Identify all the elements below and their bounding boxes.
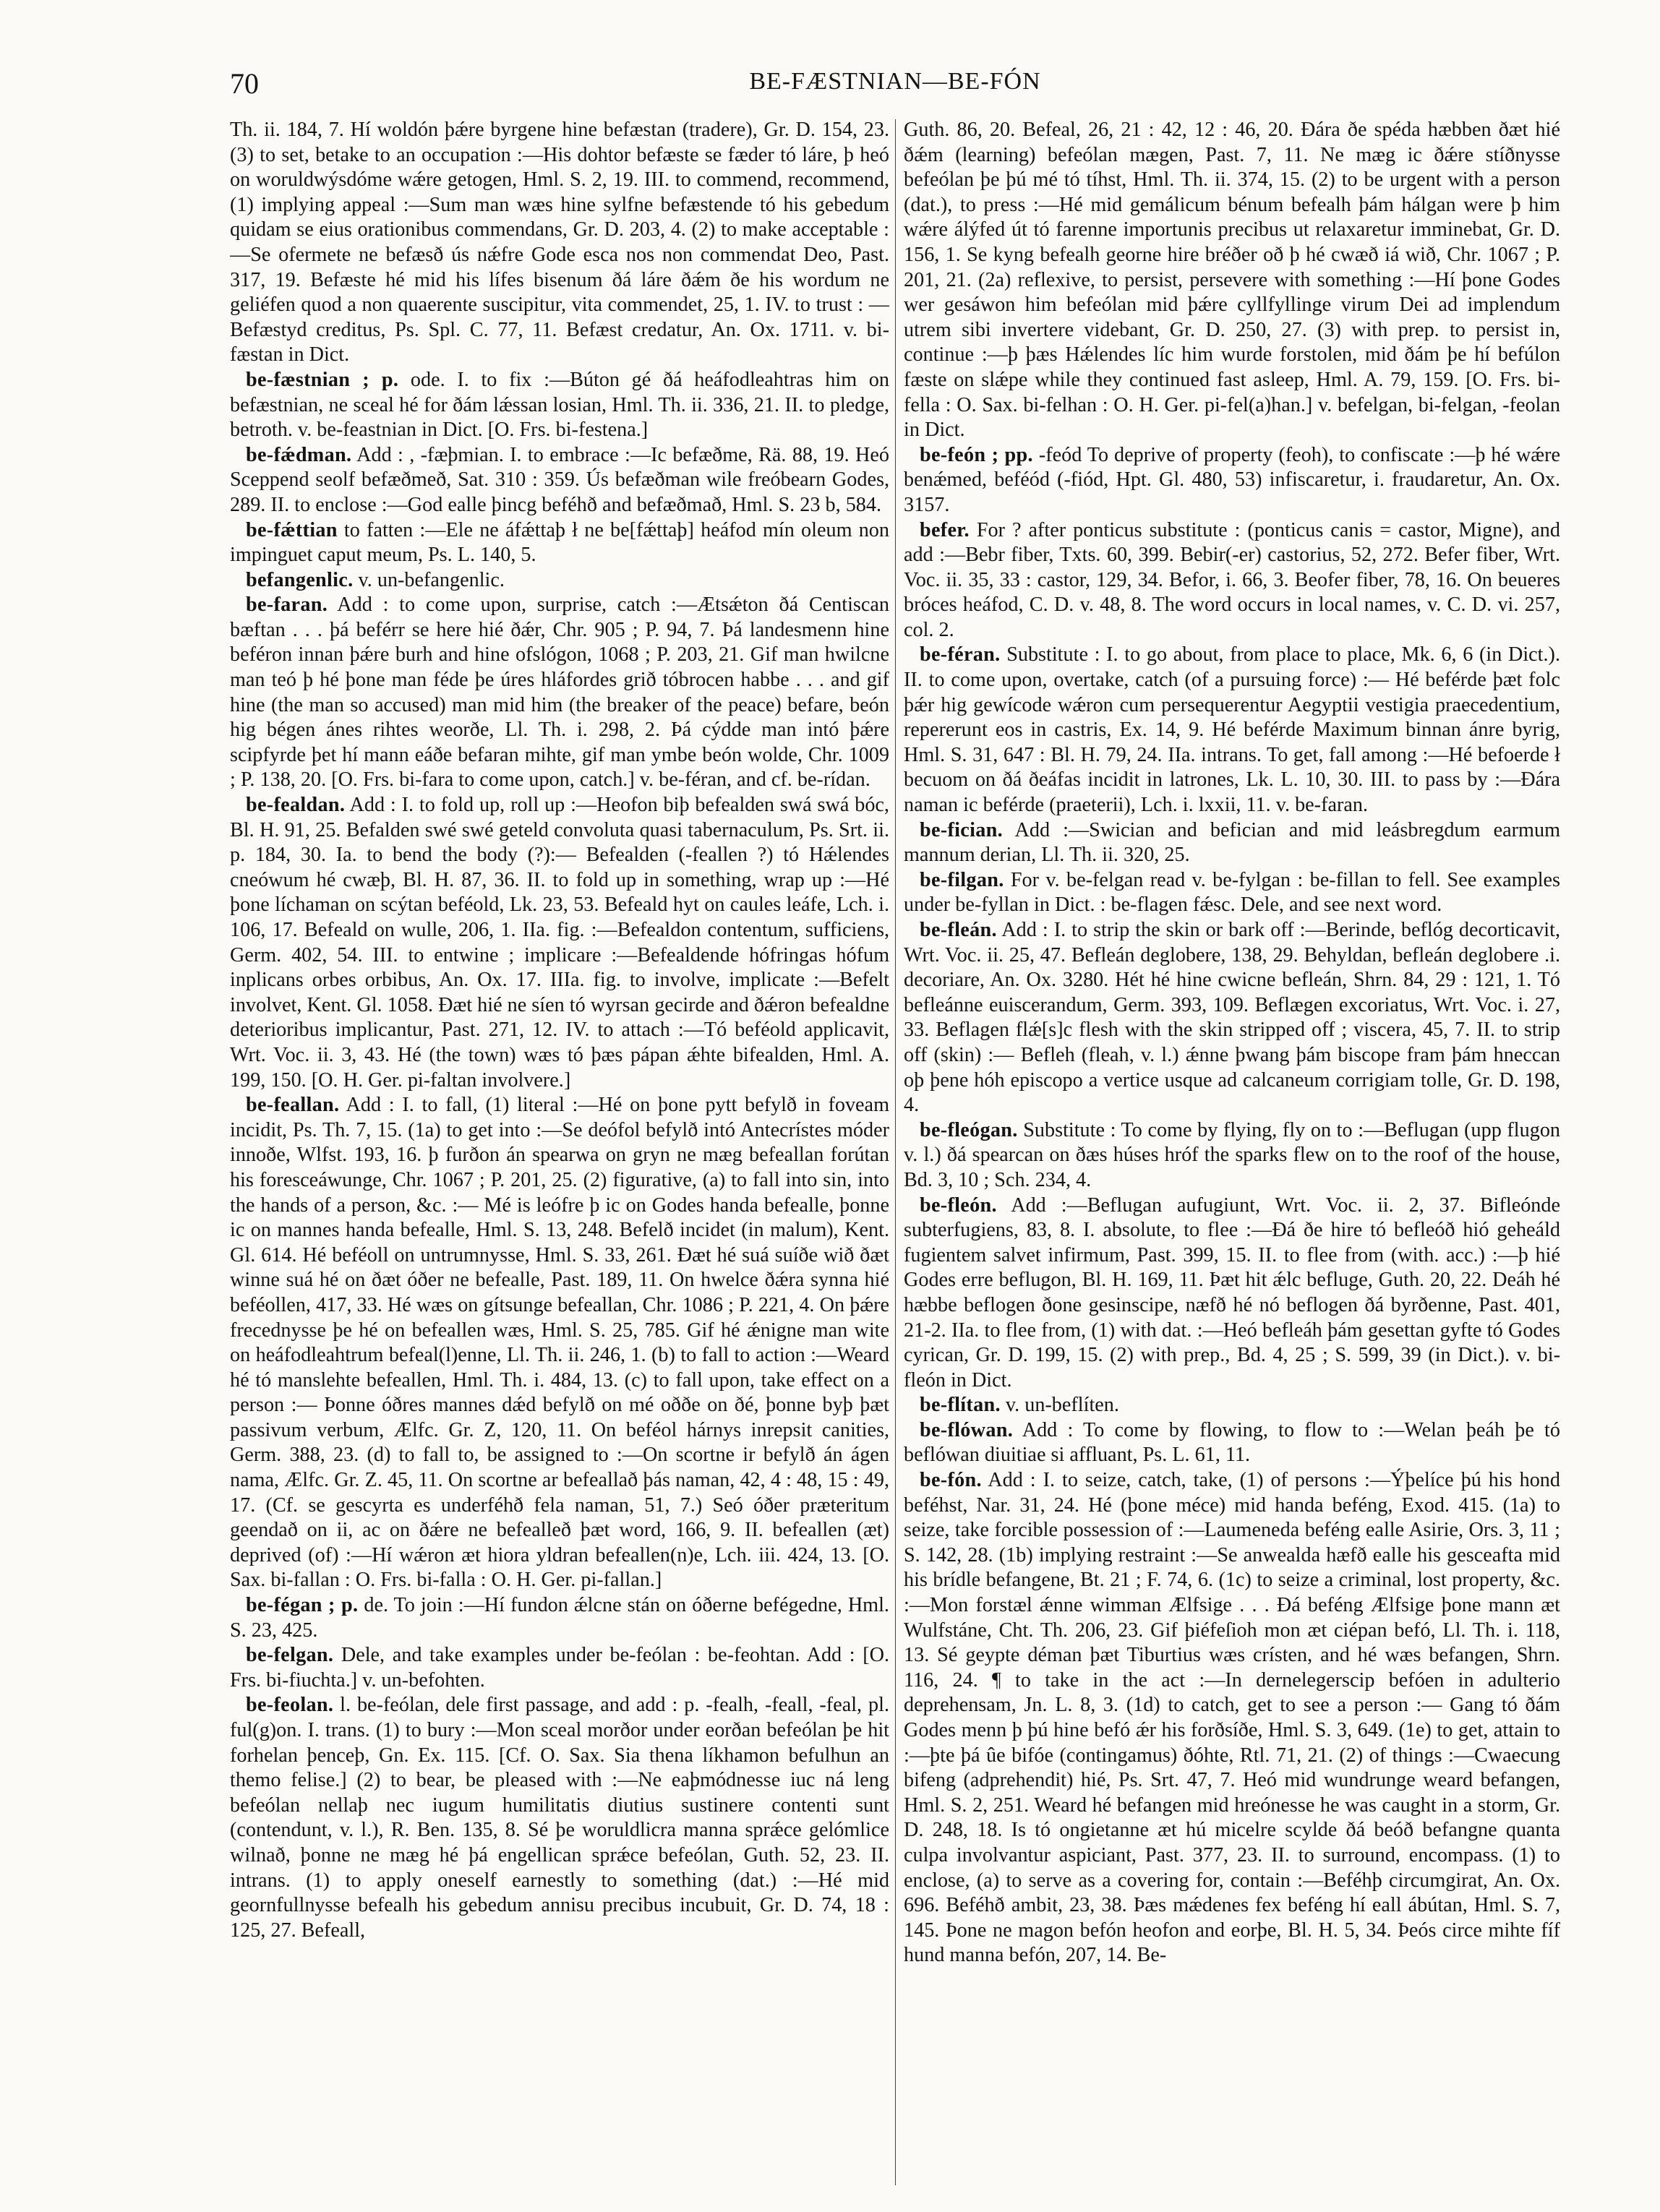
entry-text: Guth. 86, 20. Befeal, 26, 21 : 42, 12 : 46, 20. Ðára ðe spéda hæbben ðæt hié ðǽm (learning) befeólan mægen, Past. 7, 11. Ne mæg ic ðǽre stíðnysse befeólan þe þú mé tó tíhst, Hml. Th. ii. 374, 15. (2) to be urgent with a person (dat.), to press :—Hé mid gemálicum bénum befealh þám hálgan were þ him wǽre álýfed út tó farenne importunis precibus ut relaxaretur imminebat, Gr. D. 156, 1. Se kyng befealh georne hire bréðer oð þ hé cwæð iá wið, Chr. 1067 ; P. 201, 21. (2a) reflexive, to persist, persevere with something :—Hí þone Godes wer gesáwon him befeólan mid þǽre cyllfyllinge virum Dei ad implendum utrem sibi invertere videbant, Gr. D. 250, 27. (3) with prep. to persist in, continue :—þ þæs Hǽlendes líc him wurde forstolen, mid ðám þe hí befúlon fæste on slǽpe while they continued fast asleep, Hml. A. 79, 159. [O. Frs. bi-fella : O. Sax. bi-felhan : O. H. Ger. pi-fel(a)han.] v. befelgan, bi-felgan, -feolan in Dict.	[904, 119, 1560, 442]
entry-text: Add :—Beflugan aufugiunt, Wrt. Voc. ii. 2, 37. Bifleónde subterfugiens, 83, 8. I. absolute, to flee :—Ðá ðe hire tó befleóð hió geheáld fugientem salvet infirmum, Past. 399, 15. II. to flee from (with. acc.) :—þ hié Godes erre beflugon, Bl. H. 169, 11. Þæt hit ǽlc beflugе, Guth. 20, 22. Deáh hé hæbbe beflogen ðone gesinscipe, næfð hé nó beflogen ðá byrðenne, Past. 401, 21-2. IIa. to flee from, (1) with dat. :—Heó befleáh þám gesettan gyfte tó Godes cyrican, Gr. D. 199, 15. (2) with prep., Bd. 4, 25 ; S. 599, 39 (in Dict.). v. bi-fleón in Dict.	[904, 1193, 1560, 1392]
entry-headword: be-fleán.	[920, 919, 997, 941]
entry-headword: be-fón.	[920, 1469, 982, 1492]
entry-text: Add : To come by flowing, to flow to :—Welan þeáh þe tó beflówan diuitiae si affluant, Ps. L. 61, 11.	[904, 1418, 1560, 1467]
entry-text: Add : to come upon, surprise, catch :—Ætsǽton ðá Centiscan bæftan . . . þá beférr se here hié ðǽr, Chr. 905 ; P. 94, 7. Þá landesmenn hine beféron innan þǽre burh and hine ofslógon, 1068 ; P. 203, 21. Gif man hwilcne man teó þ hé þone man féde þe úres hláfordes grið tóbrocen habbe . . . and gif hine (the man so accused) man mid him (the breaker of the peace) befare, beón hig bégen ánes rihtes weorðe, Ll. Th. i. 298, 2. Þá cýdde man intó þǽre scipfyrde þet hí mann eáðe befaran mihte, gif man ymbe beón wolde, Chr. 1009 ; P. 138, 20. [O. Frs. bi-fara to come upon, catch.] v. be-féran, and cf. be-rídan.	[230, 593, 889, 792]
running-head: BE-FÆSTNIAN—BE-FÓN	[749, 68, 1041, 95]
entry-headword: befangenlic.	[246, 568, 354, 591]
dictionary-entry	[230, 593, 889, 793]
entry-text: Th. ii. 184, 7. Hí woldón þǽre byrgene hine befæstan (tradere), Gr. D. 154, 23. (3) to set, betake to an occupation :—His dohtor befæste se fæder tó láre, þ heó on woruldwýsdóme wǽre getogen, Hml. S. 2, 19. III. to commend, recommend, (1) implying appeal :—Sum man wæs hine sylfne befæstende tó his gebedum quidam se eius orationibus commendans, Gr. D. 203, 4. (2) to make acceptable :—Se ofermete ne befæsð ús nǽfre Gode esca nos non commendat Deo, Past. 317, 19. Befæste hé mid his lífes bisenum ðá láre ðǽm ðe his wordum ne geliéfen quod a non quaerente suscipitur, vita commendet, 25, 1. IV. to trust : —Befæstyd creditus, Ps. Spl. C. 77, 11. Befæst credatur, An. Ox. 1711. v. bi-fæstan in Dict.	[230, 119, 889, 366]
dictionary-entry	[904, 1118, 1560, 1193]
entry-text: Substitute : I. to go about, from place to place, Mk. 6, 6 (in Dict.). II. to come upon, overtake, catch (of a pursuing force) :— Hé beférde þæt folc þǽr hig gewícode wǽron cum persequerentur Aegyptii vestigia praecedentium, repererunt eos in castris, Ex. 14, 9. Hé beférde Maximum binnan ánre byrig, Hml. S. 31, 647 : Bl. H. 79, 24. IIa. intrans. To get, fall among :—Hé befoerde ł becuom on ðá ðeáfas incidit in latrones, Lk. L. 10, 30. III. to pass by :—Ðára naman ic beférde (praeterii), Lch. i. lxxii, 11. v. be-faran.	[904, 643, 1560, 817]
dictionary-entry	[904, 1418, 1560, 1468]
entry-text: Add : I. to seize, catch, take, (1) of persons :—Ýþelíce þú his hond beféhst, Nar. 31, 24. Hé (þone méce) mid handa beféng, Exod. 415. (1a) to seize, take forcible possession of :—Laumeneda beféng ealle Asirie, Ors. 3, 11 ; S. 142, 28. (1b) implying restraint :—Se anwealda hæfð ealle his gesceafta mid his brídle befangene, Bt. 21 ; F. 74, 6. (1c) to seize a criminal, lost property, &c. :—Mon forstæl ǽnne wimman Ælfsige . . . Ðá beféng Ælfsige þone mann æt Wulfstáne, Cht. Th. 206, 23. Gif þiéfeſioh mon æt ciépan befó, Ll. Th. i. 118, 13. Sé geypte déman þæt Tiburtius wæs crísten, and hé wæs befangen, Shrn. 116, 24. ¶ to take in the act :—In dernelegerscip befóen in adulterio deprehensam, Jn. L. 8, 3. (1d) to catch, get to see a person :— Gang tó ðám Godes menn þ þú hine befó ǽr his forðsíðe, Hml. S. 3, 649. (1e) to get, attain to :—þte þá ûe bifóe (contingamus) ðóhte, Rtl. 71, 21. (2) of things :—Cwaecung bifeng (adprehendit) hié, Ps. Srt. 47, 7. Heó mid wundrunge weard befangen, Hml. S. 2, 251. Weard hé befangen mid hreónesse he was caught in a storm, Gr. D. 248, 18. Is tó ongietanne æt hú micelre scylde ðá beóð befangne quanta culpa involvantur aspiciant, Past. 377, 23. II. to surround, encompass. (1) to enclose, (a) to serve as a covering for, contain :—Beféhþ circumgirat, An. Ox. 696. Beféhð ambit, 23, 38. Þæs mǽdenes fex beféng hí eall ábútan, Hml. S. 7, 145. Þone ne magon befón heofon and eorþe, Bl. H. 5, 34. Þeós circe mihte fíf hund manna befón, 207, 14. Be-	[904, 1469, 1560, 1967]
dictionary-entry	[904, 818, 1560, 868]
dictionary-entry	[230, 518, 889, 568]
entry-headword: be-flówan.	[920, 1418, 1014, 1441]
entry-headword: be-fician.	[920, 818, 1003, 841]
entry-headword: be-flítan.	[920, 1394, 1001, 1417]
entry-headword: be-fæstnian ; p.	[246, 368, 399, 391]
entry-headword: be-fégan ; p.	[246, 1594, 359, 1617]
entry-text: Add : , -fæþmian. I. to embrace :—Ic befæðme, Rä. 88, 19. Heó Sceppend seolf befæðmeð, Sat. 310 : 359. Ús befæðman wile freóbearn Godes, 289. II. to enclose :—God ealle þincg beféhð and befæðmað, Hml. S. 23 b, 584.	[230, 443, 889, 516]
entry-text: Add : I. to strip the skin or bark off :—Berinde, beflóg decorticavit, Wrt. Voc. ii. 25, 47. Befleán deglobere, 138, 29. Behyldan, befleán deglobere .i. decoriare, An. Ox. 3280. Hét hé hine cwicne befleán, Shrn. 84, 29 : 121, 1. Tó befleánne euiscerandum, Germ. 393, 109. Beflægen excoriatus, Wrt. Voc. i. 27, 33. Beflagen flǽ[s]c flesh with the skin stripped off ; viscera, 45, 7. II. to strip off (skin) :— Befleh (fleah, v. l.) ǽnne þwang þám biscope fram þám hneccan oþ þene hóh episcopo a vertice usque ad calcaneum corrigiam tolle, Gr. D. 198, 4.	[904, 919, 1560, 1117]
entry-text: Dele, and take examples under be-feólan : be-feohtan. Add : [O. Frs. bi-fiuchta.] v. un-befohten.	[230, 1644, 889, 1692]
dictionary-entry	[230, 368, 889, 443]
dictionary-entry	[904, 1193, 1560, 1394]
entry-text: Add : I. to fall, (1) literal :—Hé on þone pytt befylð in foveam incidit, Ps. Th. 7, 15. (1a) to get into :—Se deófol befylð intó Antecrístes móder innoðe, Wlfst. 193, 16. þ furðon án spearwa on gryn ne mæg befeallan forútan his foresceáwunge, Chr. 1067 ; P. 201, 25. (2) figurative, (a) to fall into sin, into the hands of a person, &c. :— Mé is leófre þ ic on Godes handa befealle, þonne ic on mannes handa befealle, Hml. S. 13, 248. Befelð incidet (in malum), Kent. Gl. 614. Hé beféoll on untrumnysse, Hml. S. 33, 261. Ðæt hé suá suíðe wið ðæt winne suá hé on ðæt óðer ne befealle, Past. 189, 11. On hwelce ðǽra synna hié beféollen, 417, 33. Hé wæs on gítsunge befeallan, Chr. 1086 ; P. 221, 4. On þǽre frecednysse þe hé on befeallen wæs, Hml. S. 25, 785. Gif hé ǽnigne man wite on heáfodleahtrum befeal(l)enne, Ll. Th. ii. 246, 1. (b) to fall to action :—Weard hé tó manslehte befeallen, Hml. Th. i. 484, 13. (c) to fall upon, take effect on a person :— Þonne óðres mannes dǽd befylð on mé oððe on ðé, þonne byþ þæt passivum verbum, Ælfc. Gr. Z, 120, 11. On beféol hárnys inrepsit canities, Germ. 388, 23. (d) to fall to, be assigned to :—On scortne ir befylð án ágen nama, Ælfc. Gr. Z. 45, 11. On scortne ar befeallað þás naman, 42, 4 : 48, 15 : 49, 17. (Cf. se gescyrta es underféhð fela naman, 51, 7.) Seó óðer præteritum geendað on ii, ac on ðǽre ne befealleð þæt word, 166, 9. II. befeallen (æt) deprived (of) :—Hí wǽron æt hiora yldran befeallen(n)e, Lch. iii. 424, 13. [O. Sax. bi-fallan : O. Frs. bi-falla : O. H. Ger. pi-fallan.]	[230, 1094, 889, 1592]
entry-headword: be-filgan.	[920, 868, 1004, 891]
entry-headword: be-felgan.	[246, 1644, 334, 1667]
entry-headword: be-fleógan.	[920, 1118, 1018, 1141]
dictionary-entry	[230, 568, 889, 593]
page-number: 70	[230, 67, 259, 100]
left-column	[230, 118, 889, 2185]
dictionary-entry	[230, 1093, 889, 1593]
entry-headword: be-fleón.	[920, 1193, 997, 1217]
entry-text: v. un-beflíten.	[1005, 1394, 1119, 1417]
dictionary-entry	[230, 793, 889, 1093]
entry-headword: be-féran.	[920, 643, 1001, 666]
page-header	[230, 67, 1560, 103]
entry-headword: be-fealdan.	[246, 794, 346, 817]
entry-text: For v. be-felgan read v. be-fylgan : be-fillan to fell. See examples under be-fyllan in Dict. : be-flagen fǽsc. Dele, and see next word.	[904, 868, 1560, 917]
dictionary-entry	[904, 868, 1560, 918]
entry-text: -feód To deprive of property (feoh), to confiscate :—þ hé wǽre benǽmed, beféód (-fiód, Hpt. Gl. 480, 53) infiscaretur, i. fraudaretur, An. Ox. 3157.	[904, 443, 1560, 516]
dictionary-entry	[230, 1693, 889, 1943]
column-divider	[895, 119, 896, 2185]
dictionary-entry	[230, 1593, 889, 1643]
entry-text: ode. I. to fix :—Búton gé ðá heáfodleahtras him on befæstnian, ne sceal hé for ðám lǽssan losian, Hml. Th. ii. 336, 21. II. to pledge, betroth. v. be-feastnian in Dict. [O. Frs. bi-festena.]	[230, 368, 889, 442]
dictionary-entry	[904, 443, 1560, 518]
entry-text: Substitute : To come by flying, fly on to :—Beflugan (upp flugon v. l.) ðá spearcan on ðæs húses hróf the sparks flew on to the roof of the house, Bd. 3, 10 ; Sch. 234, 4.	[904, 1118, 1560, 1191]
dictionary-entry	[904, 118, 1560, 443]
dictionary-entry	[904, 518, 1560, 643]
entry-text: For ? after ponticus substitute : (ponticus canis = castor, Migne), and add :—Bebr fiber, Txts. 60, 399. Bebir(-er) castorius, 52, 272. Befer fiber, Wrt. Voc. ii. 35, 33 : castor, 129, 34. Befor, i. 66, 3. Beofer fiber, 78, 16. On beueres bróces heáfod, C. D. v. 48, 8. The word occurs in local names, v. C. D. vi. 257, col. 2.	[904, 518, 1560, 641]
dictionary-entry	[904, 918, 1560, 1118]
dictionary-entry	[230, 443, 889, 518]
entry-headword: be-feallan.	[246, 1094, 340, 1117]
entry-text: v. un-befangenlic.	[358, 568, 505, 591]
entry-text: to fatten :—Ele ne áfǽttaþ ł ne be[fǽttaþ] heáfod mín oleum non impinguet caput meum, Ps. L. 140, 5.	[230, 518, 889, 567]
entry-text: Add : I. to fold up, roll up :—Heofon biþ befealden swá swá bóc, Bl. H. 91, 25. Befalden swé swé geteld convoluta quasi tabernaculum, Ps. Srt. ii. p. 184, 30. Ia. to bend the body (?):— Befealden (-feallen ?) tó Hǽlendes cneówum hé cwæþ, Bl. H. 87, 36. II. to fold up in something, wrap up :—Hé þone líchaman on scýtan beféold, Lk. 23, 53. Befeald hyt on caules leáfe, Lch. i. 106, 17. Befeald on wulle, 206, 1. IIa. fig. :—Befealdon contentum, sufficiens, Germ. 402, 54. III. to entwine ; implicare :—Befealdende hófringas hófum inplicans orbes orbibus, An. Ox. 17. IIIa. fig. to involve, implicate :—Befelt involvet, Kent. Gl. 1058. Ðæt hié ne síen tó wyrsan gecirde and ðǽron befealdne deterioribus implicantur, Past. 271, 12. IV. to attach :—Tó beféold applicavit, Wrt. Voc. ii. 3, 43. Hé (the town) wæs tó þæs pápan ǽhte bifealden, Hml. A. 199, 150. [O. H. Ger. pi-faltan involvere.]	[230, 794, 889, 1092]
entry-headword: be-fǽttian	[246, 518, 338, 541]
right-column	[904, 118, 1560, 2185]
entry-headword: be-fǽdman.	[246, 443, 352, 466]
dictionary-entry	[904, 1393, 1560, 1418]
entry-headword: be-feón ; pp.	[920, 443, 1033, 466]
entry-text: l. be-feólan, dele first passage, and add : p. -fealh, -feall, -feal, pl. ful(g)on. I. trans. (1) to bury :—Mon sceal morðor under eorðan befeólan þe hit forhelan þenceþ, Gn. Ex. 115. [Cf. O. Sax. Sia thena líkhamon befulhun an themo felise.] (2) to bear, be pleased with :—Ne eaþmódnesse iuc ná leng befeólan nellaþ nec iugum humilitatis diutius sustinere contenti sunt (contendunt, v. l.), R. Ben. 135, 8. Sé þe woruldlicra manna sprǽce gelómlice wilnað, þonne ne mæg hé þá engellican sprǽce befeólan, Guth. 52, 23. II. intrans. (1) to apply oneself earnestly to something (dat.) :—Hé mid geornfullnysse befealh his gebedum annisu precibus incubuit, Gr. D. 74, 18 : 125, 27. Befeall,	[230, 1694, 889, 1942]
entry-text: de. To join :—Hí fundon ǽlcne stán on óðerne befégedne, Hml. S. 23, 425.	[230, 1594, 889, 1642]
dictionary-entry	[230, 118, 889, 368]
entry-headword: befer.	[920, 518, 970, 541]
dictionary-entry	[904, 643, 1560, 818]
dictionary-entry	[230, 1643, 889, 1693]
entry-text: Add :—Swician and befician and mid leásbregdum earmum mannum derian, Ll. Th. ii. 320, 25.	[904, 818, 1560, 867]
entry-headword: be-feolan.	[246, 1694, 334, 1717]
entry-headword: be-faran.	[246, 593, 328, 617]
dictionary-entry	[904, 1468, 1560, 1968]
